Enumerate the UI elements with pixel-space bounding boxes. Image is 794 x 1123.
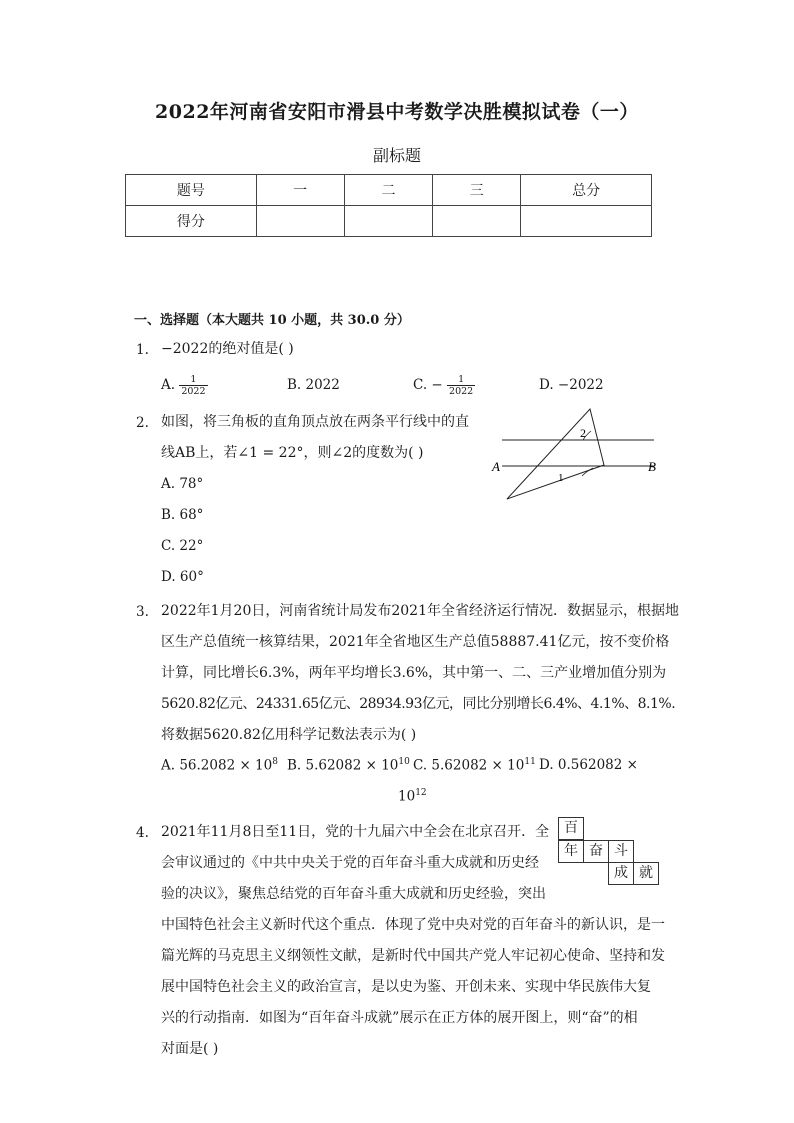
question-number: 2. <box>136 415 149 431</box>
net-cell: 奋 <box>583 840 609 863</box>
question-number: 1. <box>136 342 149 358</box>
question-text: 中国特色社会主义新时代这个重点．体现了党中央对党的百年奋斗的新认识，是一 <box>161 917 665 933</box>
exam-subtitle: 副标题 <box>372 146 421 165</box>
question-number: 3. <box>136 604 149 620</box>
exponent: 11 <box>524 757 536 767</box>
angle-1-label: 1 <box>558 472 564 484</box>
net-cell: 年 <box>558 840 584 863</box>
question-text: 展中国特色社会主义的政治宣言，是以史为鉴、开创未来、实现中华民族伟大复 <box>161 979 651 995</box>
exponent: 10 <box>398 757 410 767</box>
option-text: C. 5.62082 × 10 <box>413 757 525 774</box>
section-heading: 一、选择题（本大题共 10 小题，共 30.0 分） <box>134 313 410 328</box>
question-text: 如图，将三角板的直角顶点放在两条平行线中的直 <box>161 414 469 430</box>
option-c: C. 22° <box>161 538 204 554</box>
exam-title: 2022年河南省安阳市滑县中考数学决胜模拟试卷（一） <box>155 101 639 123</box>
point-b-label: B <box>648 459 656 474</box>
option-d-continuation <box>398 788 427 805</box>
option-c <box>413 374 475 397</box>
triangle-ruler <box>507 409 604 499</box>
option-label: C. − <box>413 377 443 393</box>
fraction <box>179 374 207 397</box>
numerator: 1 <box>447 374 475 386</box>
net-cell: 成 <box>608 862 634 885</box>
score-cell: 二 <box>344 175 433 206</box>
option-text: A. 56.2082 × 10 <box>161 757 273 774</box>
option-d: D. 60° <box>161 569 204 585</box>
score-input-cell <box>433 206 521 237</box>
net-cell: 就 <box>633 862 659 885</box>
question-text: 对面是( ) <box>161 1041 219 1057</box>
denominator: 2022 <box>181 386 206 397</box>
exponent: 12 <box>415 788 427 798</box>
option-a <box>161 374 208 397</box>
option-b <box>287 757 410 774</box>
score-cell: 得分 <box>126 206 257 237</box>
option-label: A. <box>161 377 176 393</box>
question-text: 篇光辉的马克思主义纲领性文献，是新时代中国共产党人牢记初心使命、坚持和发 <box>161 948 665 964</box>
angle-2-label: 2 <box>580 426 586 440</box>
option-b: B. 68° <box>161 507 204 523</box>
score-table-score-row <box>126 206 652 237</box>
question-text: 兴的行动指南．如图为“百年奋斗成就”展示在正方体的展开图上，则“奋”的相 <box>161 1010 638 1026</box>
option-b: B. 2022 <box>287 377 340 393</box>
question-text: −2022的绝对值是( ) <box>161 341 294 357</box>
question-text: 计算，同比增长6.3%，两年平均增长3.6%，其中第一、二、三产业增加值分别为 <box>161 665 667 681</box>
question-text: 验的决议》，聚焦总结党的百年奋斗重大成就和历史经验，突出 <box>161 886 546 902</box>
score-input-cell <box>521 206 652 237</box>
option-text: 10 <box>398 788 416 805</box>
question-text: 会审议通过的《中共中央关于党的百年奋斗重大成就和历史经 <box>161 855 539 871</box>
fraction <box>447 374 475 397</box>
option-a <box>161 757 278 774</box>
question-text: 线AB上，若∠1 = 22°，则∠2的度数为( ) <box>161 445 424 461</box>
score-cell: 一 <box>256 175 344 206</box>
option-d: D. −2022 <box>539 377 604 393</box>
net-cell: 百 <box>558 817 584 840</box>
question-text: 5620.82亿元、24331.65亿元、28934.93亿元，同比分别增长6.4%、4.1%、8.1%. <box>161 696 676 712</box>
option-c <box>413 757 536 774</box>
option-a: A. 78° <box>161 476 204 492</box>
question-text: 将数据5620.82亿用科学记数法表示为( ) <box>161 727 417 743</box>
score-cell: 三 <box>433 175 521 206</box>
point-a-label: A <box>492 459 500 474</box>
score-input-cell <box>256 206 344 237</box>
score-table <box>125 174 652 237</box>
exponent: 8 <box>272 757 278 767</box>
score-input-cell <box>344 206 433 237</box>
score-table-header-row <box>126 175 652 206</box>
question-text: 区生产总值统一核算结果，2021年全省地区生产总值58887.41亿元，按不变价格 <box>161 634 670 650</box>
net-cell: 斗 <box>608 840 634 863</box>
score-cell: 题号 <box>126 175 257 206</box>
parallel-lines-figure <box>488 405 668 505</box>
option-d: D. 0.562082 × <box>539 757 638 773</box>
score-cell: 总分 <box>521 175 652 206</box>
question-text: 2022年1月20日，河南省统计局发布2021年全省经济运行情况．数据显示，根据地 <box>161 603 679 619</box>
numerator: 1 <box>179 374 207 386</box>
question-text: 2021年11月8日至11日，党的十九届六中全会在北京召开．全 <box>161 824 550 840</box>
denominator: 2022 <box>449 386 474 397</box>
question-number: 4. <box>136 825 149 841</box>
option-text: B. 5.62082 × 10 <box>287 757 399 774</box>
